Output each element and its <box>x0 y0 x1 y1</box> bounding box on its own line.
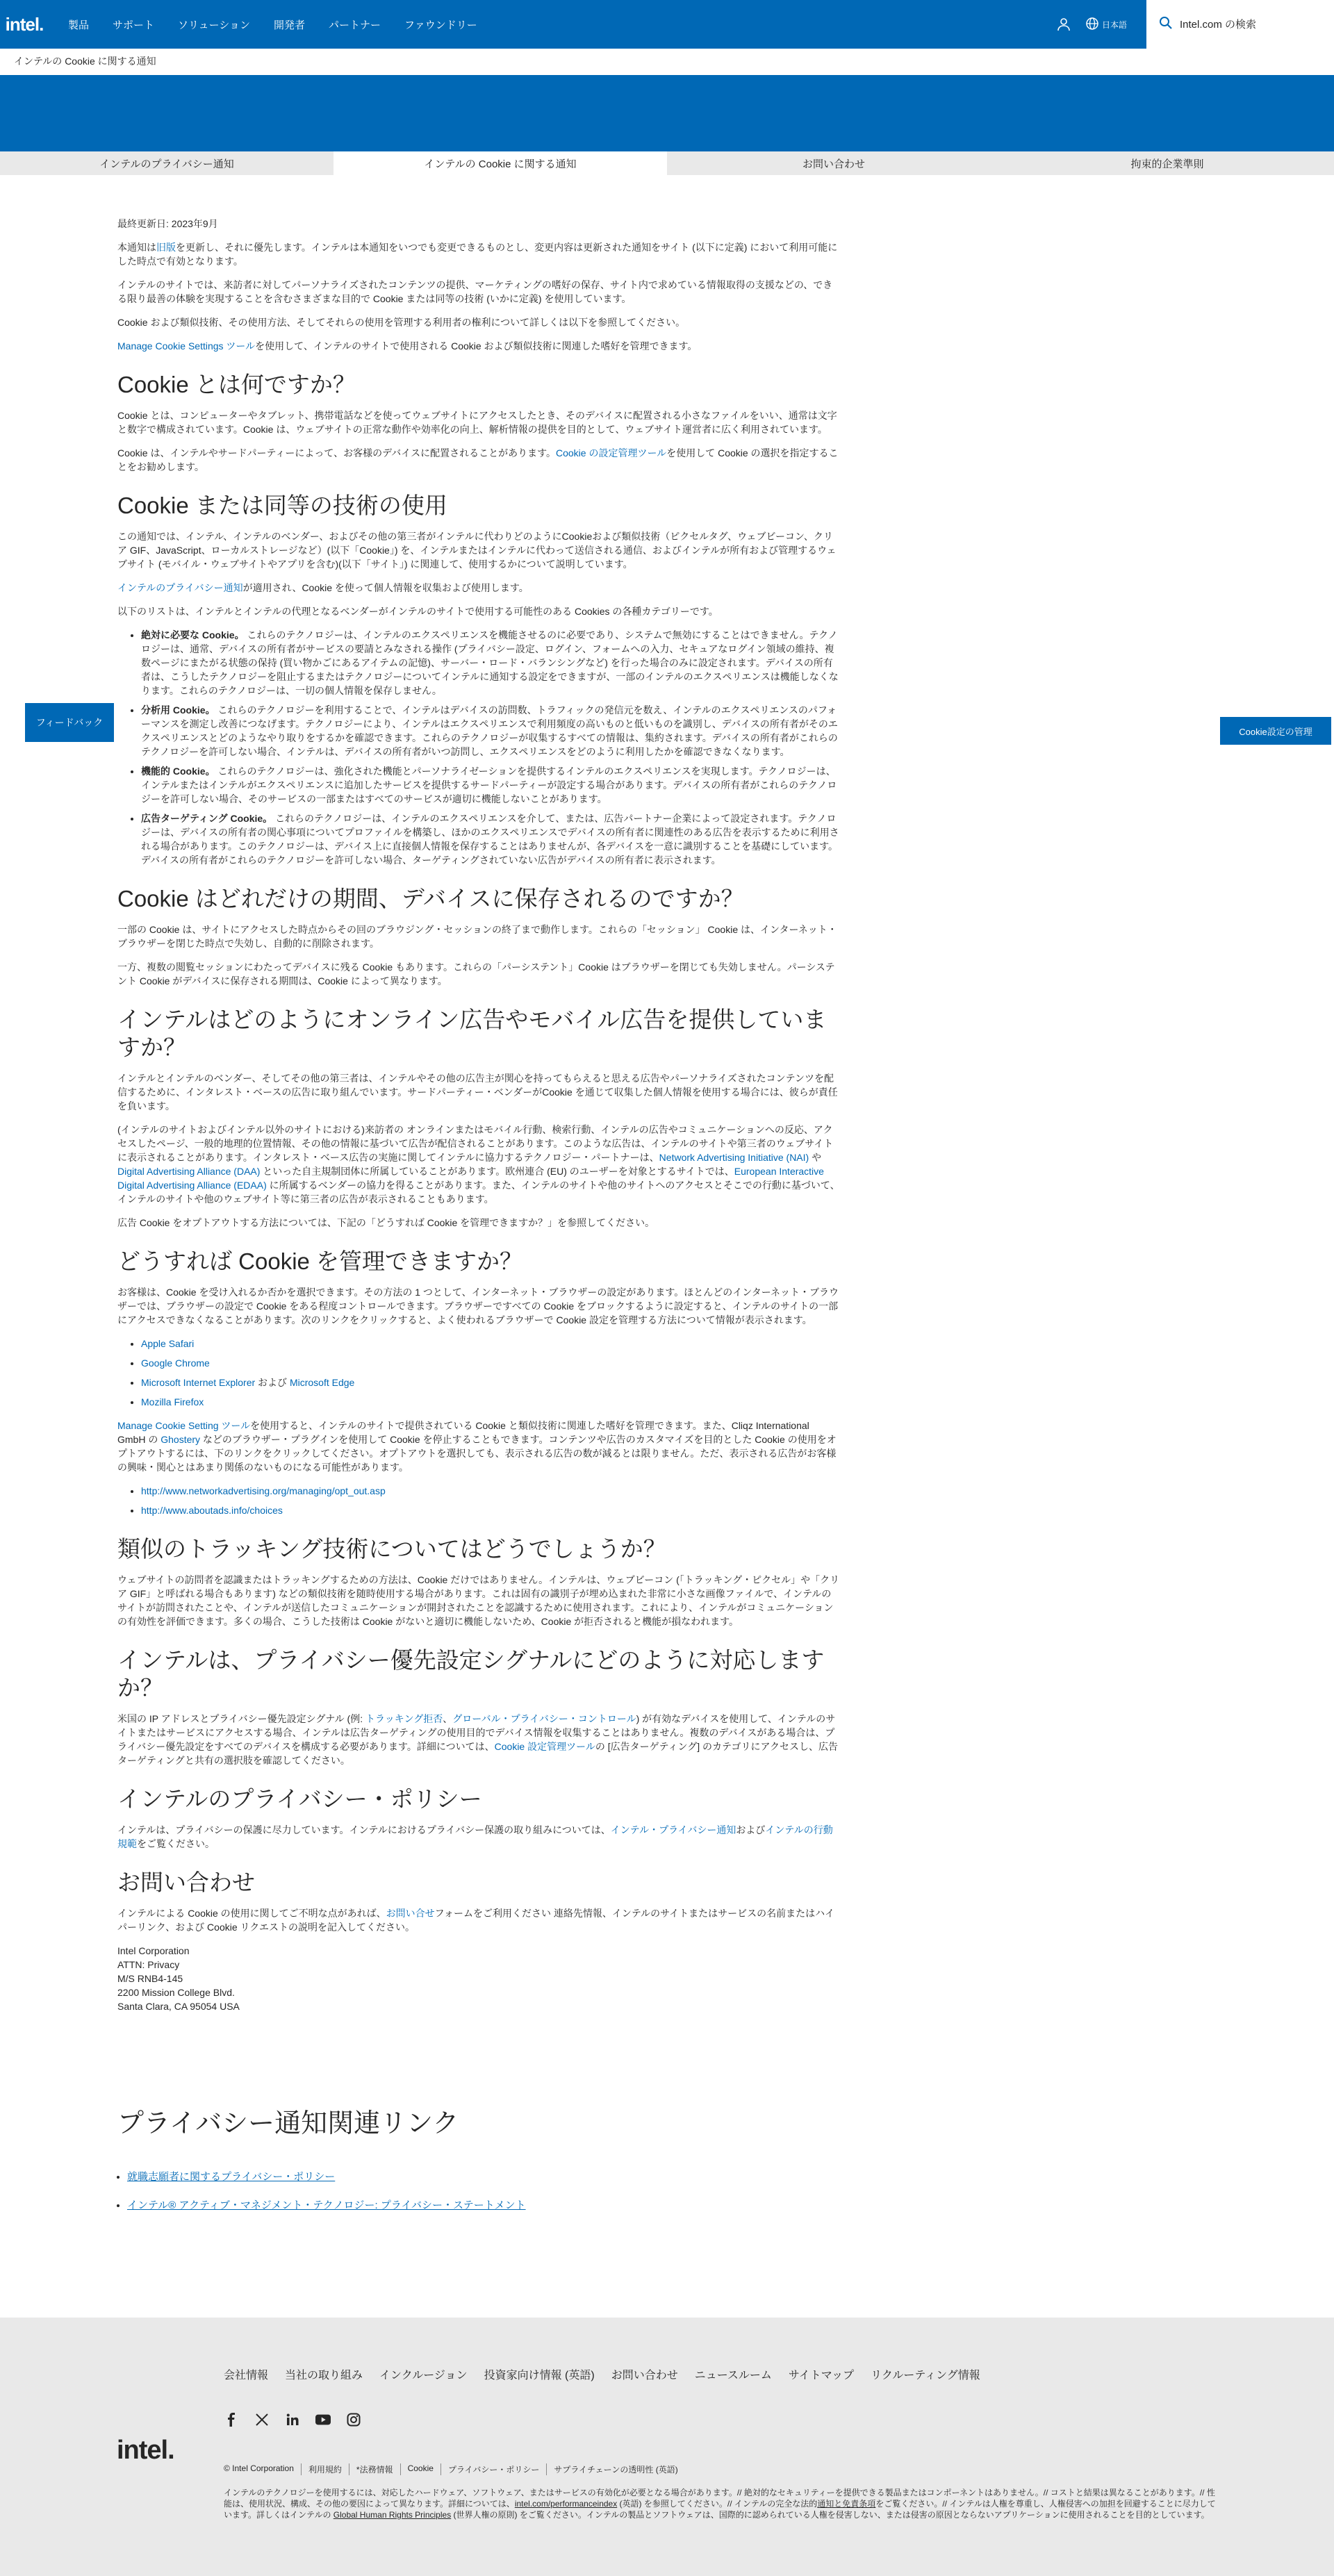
footer-link-sitemap[interactable]: サイトマップ <box>788 2370 855 2381</box>
nai-link[interactable]: Network Advertising Initiative (NAI) <box>659 1152 809 1163</box>
top-nav <box>0 0 1334 49</box>
list-item <box>141 811 840 867</box>
text: 米国の IP アドレスとプライバシー優先設定シグナル (例: <box>117 1713 365 1724</box>
manage-cookie-settings-link[interactable]: Manage Cookie Settings ツール <box>117 340 256 352</box>
item-label: 分析用 Cookie。 <box>141 704 215 716</box>
heading-manage-cookies: どうすれば Cookie を管理できますか？ <box>117 1248 523 1274</box>
text: (英語) を参照してください。// インテルの完全な法的 <box>617 2499 818 2509</box>
text: が適用され、Cookie を使って個人情報を収集および使用します。 <box>242 582 529 593</box>
paragraph: この通知では、インテル、インテルのベンダー、およびその他の第三者がインテルに代わりどのようにCookieおよび類似技術（ピクセルタグ、ウェブビーコン、クリア GIF、JavaScript、ローカルストレージなど）(以下「Cookie」) を、インテルまたはインテルに代わって送信される通信、およびインテルが所有および管理するウェブサイト (モバイル・ウェブサイトやアプリを含む)(以下「サイト」) に関連して、使用するかについて説明しています。 <box>117 531 837 570</box>
footer-link-commitments[interactable]: 当社の取り組み <box>285 2370 363 2381</box>
last-updated: 最終更新日: 2023年9月 <box>117 218 218 229</box>
text: に所属するベンダーの協力を得ることがあります。また、インテルのサイトや他のサイトへのアクセスとそこでの行動に基づいて、インテルのサイトや他のウェブサイト等に第三者の広告が表示されることもあります。 <box>117 1180 840 1205</box>
nav-link-products[interactable]: 製品 <box>68 19 90 31</box>
search-box <box>1146 0 1334 49</box>
social-links <box>224 2412 361 2427</box>
main-content <box>117 217 840 2013</box>
intel-privacy-notice-link[interactable]: インテル・プライバシー通知 <box>610 1824 736 1835</box>
tab-contact[interactable]: お問い合わせ <box>802 158 865 170</box>
list-item <box>127 2169 840 2183</box>
text: を使用すると、インテルのサイトで提供されている Cookie と類似技術に関連した嗜好を管理できます。また、Cliqz International GmbH の <box>117 1420 809 1445</box>
text: フォームをご利用ください 連絡先情報、インテルのサイトまたはサービスの名前またはハイパーリンク、および Cookie リクエストの説明を記入してください。 <box>117 1908 835 1933</box>
text: (世界人権の原則) をご覧ください。インテルの製品とソフトウェアは、国際的に認められている人権を侵害しない、または侵害の原因とならないアプリケーションに使用されることを目的としています。 <box>451 2510 1210 2520</box>
heading-online-ads: インテルはどのようにオンライン広告やモバイル広告を提供していますか？ <box>117 1007 827 1060</box>
text: といった自主規制団体に所属していることがあります。欧州連合 (EU) のユーザーを対象とするサイトでは、 <box>260 1166 734 1177</box>
paragraph: Cookie とは、コンピューターやタブレット、携帯電話などを使ってウェブサイトにアクセスしたとき、そのデバイスに配置される小さなファイルをいい、通常は文字と数字で構成されています。Cookie は、ウェブサイトの正常な動作や効率化の向上、解析情報の提供を目的として、ウェブサイト運営者に広く利用されています。 <box>117 410 837 435</box>
footer-link-contact[interactable]: お問い合わせ <box>611 2370 678 2381</box>
privacy-notice-link[interactable]: インテルのプライバシー通知 <box>117 582 243 593</box>
text: インテルのテクノロジーを使用するには、対応したハードウェア、ソフトウェア、またはサービスの有効化が必要となる場合があります。// 絶対的なセキュリティーを提供できる製品またはコンポーネントはありません。// コストと結果は異なることがあります。// 性能は、使用状況、構成、その他の要因によって異なります。詳細については、 <box>224 2488 1215 2509</box>
globe-icon <box>1085 17 1099 33</box>
legal-link-terms[interactable]: 利用規約 <box>302 2463 349 2475</box>
footer-intel-logo[interactable]: intel. <box>117 2436 174 2465</box>
list-item <box>141 1395 840 1409</box>
intro-paragraph-4 <box>117 339 840 353</box>
postal-address <box>117 1944 840 2013</box>
heading-similar-tracking: 類似のトラッキング技術についてはどうでしょうか？ <box>117 1536 666 1562</box>
item-label: 広告ターゲティング Cookie。 <box>141 813 273 824</box>
legal-link-supply-chain[interactable]: サプライチェーンの透明性 (英語) <box>554 2465 678 2475</box>
text: ) が有効なデバイスを使用して、インテルのサイトまたはサービスにアクセスする場合、インテルは広告ターゲティングの使用目的でデバイス情報を収集することはありません。複数のデバイスがある場合は、プライバシー優先設定をすべてのデバイスを構成する必要があります。詳細については、 <box>117 1713 836 1752</box>
item-label: 絶対に必要な Cookie。 <box>141 629 245 641</box>
paragraph <box>117 1823 840 1851</box>
heading-privacy-policy: インテルのプライバシー・ポリシー <box>117 1786 482 1812</box>
list-item <box>141 1337 840 1351</box>
item-text: これらのテクノロジーは、インテルのエクスペリエンスを介して、または、広告パートナー企業によって設定されます。テクノロジーは、デバイスの所有者の関心事項についてプロファイルを構築し、ほかのエクスペリエンスでデバイスの所有者に関連性のある広告を表示するために利用される場合があります。このテクノロジーは、デバイス上に直接個人情報を保存することはありませんが、各デバイスを一意に識別することを基礎にしています。デバイスの所有者がこれらのテクノロジーを許可しない場合、ターゲティングされていない広告がデバイスの所有者に表示されます。 <box>141 813 839 866</box>
list-item <box>141 703 840 759</box>
search-input[interactable] <box>1180 19 1326 31</box>
intro-paragraph-3: Cookie および類似技術、その使用方法、そしてそれらの使用を管理する利用者の権利について詳しくは以下を参照してください。 <box>117 317 686 328</box>
amt-privacy-link[interactable]: インテル® アクティブ・マネジメント・テクノロジー: プライバシー・ステートメント <box>127 2199 526 2211</box>
address-line: Santa Clara, CA 95054 USA <box>117 2001 240 2012</box>
code-of-conduct-link[interactable]: インテルの行動規範 <box>117 1824 833 1849</box>
text: 、 <box>443 1713 453 1724</box>
list-item <box>141 764 840 806</box>
text: の [広告ターゲティング] のカテゴリにアクセスし、広告ターゲティングと共有の選択肢を確認してください。 <box>117 1741 839 1766</box>
user-icon[interactable] <box>1051 11 1077 38</box>
paragraph <box>117 1419 840 1474</box>
tab-binding-corporate-rules[interactable]: 拘束的企業準則 <box>1130 158 1204 170</box>
item-text: これらのテクノロジーは、強化された機能とパーソナライゼーションを提供するインテルのエクスペリエンスを実現します。テクノロジーは、インテルまたはインテルがエクスペリエンスに追加したサービスを提供するサードパーティーが設定する場合があります。デバイスの所有者がこれらのテクノロジーを許可しない場合、そのサービスの一部またはすべてのサービスが適切に機能しないことがあります。 <box>141 766 837 804</box>
intel-logo[interactable]: intel. <box>5 13 44 35</box>
footer-link-company[interactable]: 会社情報 <box>224 2370 269 2381</box>
text: インテルによる Cookie の使用に関してご不明な点があれば、 <box>117 1908 386 1919</box>
legal-link-legal[interactable]: *法務情報 <box>349 2463 401 2475</box>
nav-link-developers[interactable]: 開発者 <box>273 19 305 31</box>
item-text: これらのテクノロジーを利用することで、インテルはデバイスの訪問数、トラフィックの発信元を数え、インテルのエクスペリエンスのパフォーマンスを測定し改善につなげます。テクノロジーにより、インテルはエクスペリエンスで利用頻度の高いものと低いものを識別し、デバイスの所有者がそのエクスペリエンスとどのようなやり取りをするかを確認できます。これらのテクノロジーが収集するすべての情報は、集約されます。デバイスの所有者がこれらのテクノロジーを許可しない場合、インテルは、デバイスの所有者がいつ訪問し、エクスペリエンスをどのように利用したかを確認できなくなります。 <box>141 704 838 757</box>
text: をご覧ください。// インテルは人権を尊重し、人権侵害への加担を回避することに尽力しています。詳しくはインテルの <box>224 2499 1216 2520</box>
performance-index-link[interactable]: intel.com/performanceindex <box>514 2499 618 2509</box>
x-icon[interactable] <box>254 2412 270 2427</box>
list-item <box>141 1503 840 1517</box>
heading-contact: お問い合わせ <box>117 1869 255 1895</box>
text: を使用して Cookie の選択を指定することをお勧めします。 <box>117 447 839 472</box>
gpc-link[interactable]: グローバル・プライバシー・コントロール <box>452 1713 636 1724</box>
language-selector[interactable] <box>1085 17 1127 33</box>
legal-notices-link[interactable]: 通知と免責条項 <box>817 2499 876 2509</box>
list-item <box>141 1484 840 1498</box>
item-text: これらのテクノロジーは、インテルのエクスペリエンスを機能させるのに必要であり、システムで無効にすることはできません。テクノロジーは、通常、デバイスの所有者がサービスの要請とみなされる操作 (プライバシー設定、ログイン、フォームへの入力、セキュアなログイン領域の維持、複数ページにまたがる状態の保持 (買い物かごにあるアイテムの記憶)、サーバー・ロード・バランシングなど) を行った場合のみに設定されます。デバイスの所有者は、こうしたテクノロジーを阻止するまたはテクノロジーについてインテルに通知する設定をできますが、一部のインテルのエクスペリエンスは機能しなくなります。これらのテクノロジーは、一切の個人情報を保存しません。 <box>141 629 839 696</box>
previous-version-link[interactable]: 旧版 <box>156 242 176 253</box>
contact-form-link[interactable]: お問い合せ <box>386 1908 435 1919</box>
nav-links <box>68 17 477 32</box>
manage-cookie-setting-tool-link[interactable]: Manage Cookie Setting ツール <box>117 1420 251 1431</box>
nav-link-support[interactable]: サポート <box>113 19 155 31</box>
text: および <box>255 1377 290 1388</box>
tab-privacy-notice[interactable]: インテルのプライバシー通知 <box>99 158 234 170</box>
intro-paragraph-2: インテルのサイトでは、来訪者に対してパーソナライズされたコンテンツの提供、マーケティングの嗜好の保存、サイト内で求めている情報取得の支援などの、できる限り最善の体験を実現することを含むさまざまな目的で Cookie または同等の技術 (いかに定義) を使用しています。 <box>117 279 833 304</box>
tab-cookie-notice[interactable]: インテルの Cookie に関する通知 <box>334 151 667 175</box>
do-not-track-link[interactable]: トラッキング拒否 <box>365 1713 443 1724</box>
text: インテルは、プライバシーの保護に尽力しています。インテルにおけるプライバシー保護の取り組みについては、 <box>117 1824 611 1835</box>
address-line: 2200 Mission College Blvd. <box>117 1987 235 1998</box>
text: や <box>809 1152 822 1163</box>
paragraph: ウェブサイトの訪問者を認識またはトラッキングするための方法は、Cookie だけではありません。インテルは、ウェブビーコン (「トラッキング・ピクセル」や「クリア GIF」と呼ばれる場合もあります) などの類似技術を随時使用する場合があります。これは固有の識別子が埋め込まれた非常に小さな画像ファイルで、インテルのサイトが訪問されたことや、インテルが送信したコミュニケーションが開封されたことを認識するために使用されます。これにより、インテルがコミュニケーションの有効性を評価できます。多くの場合、こうした技術は Cookie がないと適切に機能しないため、Cookie が拒否されると機能が損なわれます。 <box>117 1574 840 1627</box>
language-label: 日本語 <box>1101 19 1127 30</box>
feedback-button[interactable]: フィードバック <box>25 703 114 742</box>
intro-paragraph-1 <box>117 240 840 268</box>
mozilla-firefox-link[interactable]: Mozilla Firefox <box>141 1396 204 1407</box>
footer-links <box>224 2366 980 2382</box>
paragraph <box>117 1712 840 1767</box>
daa-link[interactable]: Digital Advertising Alliance (DAA) <box>117 1166 261 1177</box>
breadcrumb: インテルの Cookie に関する通知 <box>14 56 156 67</box>
nav-link-partners[interactable]: パートナー <box>329 19 381 31</box>
cookie-category-list <box>141 628 840 867</box>
list-item <box>141 1376 840 1389</box>
cookie-settings-tool-link[interactable]: Cookie の設定管理ツール <box>556 447 667 459</box>
text: をご覧ください。 <box>137 1838 215 1849</box>
text: Cookie は、インテルやサードパーティーによって、お客様のデバイスに配置されることがあります。 <box>117 447 556 459</box>
related-links-title: プライバシー通知関連リンク <box>117 2109 459 2138</box>
text: 本通知は <box>117 242 156 253</box>
related-links-list <box>127 2169 840 2212</box>
nav-right <box>1051 0 1334 49</box>
microsoft-edge-link[interactable]: Microsoft Edge <box>289 1377 355 1388</box>
legal-link-cookies[interactable]: Cookie <box>401 2463 441 2475</box>
footer-link-investors[interactable]: 投資家向け情報 (英語) <box>484 2370 595 2381</box>
heading-privacy-signals: インテルは、プライバシー優先設定シグナルにどのように対応しますか？ <box>117 1647 825 1701</box>
paragraph: お客様は、Cookie を受け入れるか否かを選択できます。その方法の 1 つとして、インターネット・ブラウザーの設定があります。ほとんどのインターネット・ブラウザーでは、ブラウザーの設定で Cookie をある程度コントロールできます。ブラウザーですべての Cookie をブロックするように設定すると、インテルのサイトの一部にアクセスできなくなることがあります。次のリンクをクリックすると、よく使われるブラウザーで Cookie 設定を管理する方法について情報が表示されます。 <box>117 1287 839 1326</box>
legal-link-privacy[interactable]: プライバシー・ポリシー <box>441 2463 547 2475</box>
paragraph <box>117 581 840 595</box>
footer-link-inclusion[interactable]: インクルージョン <box>379 2370 468 2381</box>
heading-cookie-duration: Cookie はどれだけの期間、デバイスに保存されるのですか？ <box>117 886 744 911</box>
facebook-icon[interactable] <box>224 2412 239 2427</box>
related-links-section <box>117 2102 840 2226</box>
nav-link-foundry[interactable]: ファウンドリー <box>404 19 477 31</box>
hero-banner <box>0 75 1334 151</box>
google-chrome-link[interactable]: Google Chrome <box>141 1357 210 1369</box>
address-line: M/S RNB4-145 <box>117 1973 183 1984</box>
list-item <box>141 1356 840 1370</box>
footer <box>0 2318 1334 2576</box>
text: などのブラウザー・プラグインを使用して Cookie を停止することもできます。コンテンツや広告のカスタマイズを目的とした Cookie の使用をオプトアウトするには、下のリンクをクリックしてください。オプトアウトを選択しても、表示される広告の数が減るとは限りません。ただ、表示される広告がお客様の興味・関心とはあまり関係のないものになる可能性があります。 <box>117 1434 837 1473</box>
paragraph: 一部の Cookie は、サイトにアクセスした時点からその回のブラウジング・セッションの終了まで動作します。これらの「セッション」 Cookie は、インターネット・ブラウザーを閉じた時点で失効し、自動的に削除されます。 <box>117 924 837 949</box>
nav-link-solutions[interactable]: ソリューション <box>178 19 250 31</box>
optout-list <box>141 1484 840 1517</box>
youtube-icon[interactable] <box>315 2412 331 2427</box>
list-item <box>127 2197 840 2212</box>
instagram-icon[interactable] <box>346 2412 361 2427</box>
cookie-settings-button[interactable]: Cookie設定の管理 <box>1220 717 1331 745</box>
paragraph <box>117 1906 840 1934</box>
legal-links <box>224 2463 685 2475</box>
list-item <box>141 628 840 697</box>
nai-optout-link[interactable]: http://www.networkadvertising.org/managing/opt_out.asp <box>141 1485 386 1496</box>
footer-link-jobs[interactable]: リクルーティング情報 <box>871 2370 980 2381</box>
paragraph: 一方、複数の閲覧セッションにわたってデバイスに残る Cookie もあります。これらの「パーシステント」Cookie はブラウザーを閉じても失効しません。パーシステント Cookie がデバイスに保存される期間は、Cookie によって異なります。 <box>117 961 835 986</box>
address-line: Intel Corporation <box>117 1945 190 1956</box>
paragraph: 広告 Cookie をオプトアウトする方法については、下記の「どうすれば Cookie を管理できますか？」を参照してください。 <box>117 1217 655 1228</box>
text: (インテルのサイトおよびインテル以外のサイトにおける)来訪者の オンラインまたはモバイル行動、検索行動、インテルの広告やコミュニケーションへの反応、アクセスしたページ、一般的地理的位置情報、その他の情報に基づいて広告が配信されることがあります。このような広告は、インテルのサイトや第三者のウェブサイトに表示されることがあります。インタレスト・ベース広告の実施に関してインテルに協力するテクノロジー・パートナーは、 <box>117 1124 834 1163</box>
aboutads-optout-link[interactable]: http://www.aboutads.info/choices <box>141 1505 283 1516</box>
cookie-settings-tool-link-2[interactable]: Cookie 設定管理ツール <box>494 1741 595 1752</box>
paragraph: 以下のリストは、インテルとインテルの代理となるベンダーがインテルのサイトで使用する可能性のある Cookies の各種カテゴリーです。 <box>117 606 718 617</box>
text: を使用して、インテルのサイトで使用される Cookie および類似技術に関連した嗜好を管理できます。 <box>255 340 698 352</box>
item-label: 機能的 Cookie。 <box>141 766 215 777</box>
text: および <box>736 1824 766 1835</box>
heading-cookie-usage: Cookie または同等の技術の使用 <box>117 493 447 518</box>
footer-disclaimer <box>224 2487 1217 2520</box>
text: を更新し、それに優先します。インテルは本通知をいつでも変更できるものとし、変更内容は更新された通知をサイト (以下に定義) において利用可能にした時点で有効となります。 <box>117 242 838 267</box>
browser-list <box>141 1337 840 1409</box>
search-icon[interactable] <box>1159 16 1173 33</box>
linkedin-icon[interactable] <box>285 2412 300 2427</box>
ghostery-link[interactable]: Ghostery <box>160 1434 201 1445</box>
applicant-privacy-link[interactable]: 就職志願者に関するプライバシー・ポリシー <box>127 2171 336 2183</box>
paragraph <box>117 1123 840 1206</box>
apple-safari-link[interactable]: Apple Safari <box>141 1338 195 1349</box>
internet-explorer-link[interactable]: Microsoft Internet Explorer <box>141 1377 256 1388</box>
edaa-link[interactable]: European Interactive Digital Advertising Alliance (EDAA) <box>117 1166 824 1191</box>
footer-link-newsroom[interactable]: ニュースルーム <box>694 2370 772 2381</box>
human-rights-link[interactable]: Global Human Rights Principles <box>333 2510 452 2520</box>
legal-copyright: © Intel Corporation <box>224 2463 302 2475</box>
paragraph <box>117 446 840 474</box>
section-tabs <box>0 151 1334 175</box>
address-line: ATTN: Privacy <box>117 1959 180 1970</box>
paragraph: インテルとインテルのベンダー、そしてその他の第三者は、インテルやその他の広告主が関心を持ってもらえると思える広告やパーソナライズされたコンテンツを配信するために、インタレスト・ベースの広告に取り組んでいます。サードパーティー・ベンダーがCookie を通じて収集した個人情報を使用する場合には、彼らが責任を負います。 <box>117 1073 838 1112</box>
heading-what-is-cookie: Cookie とは何ですか？ <box>117 372 356 397</box>
